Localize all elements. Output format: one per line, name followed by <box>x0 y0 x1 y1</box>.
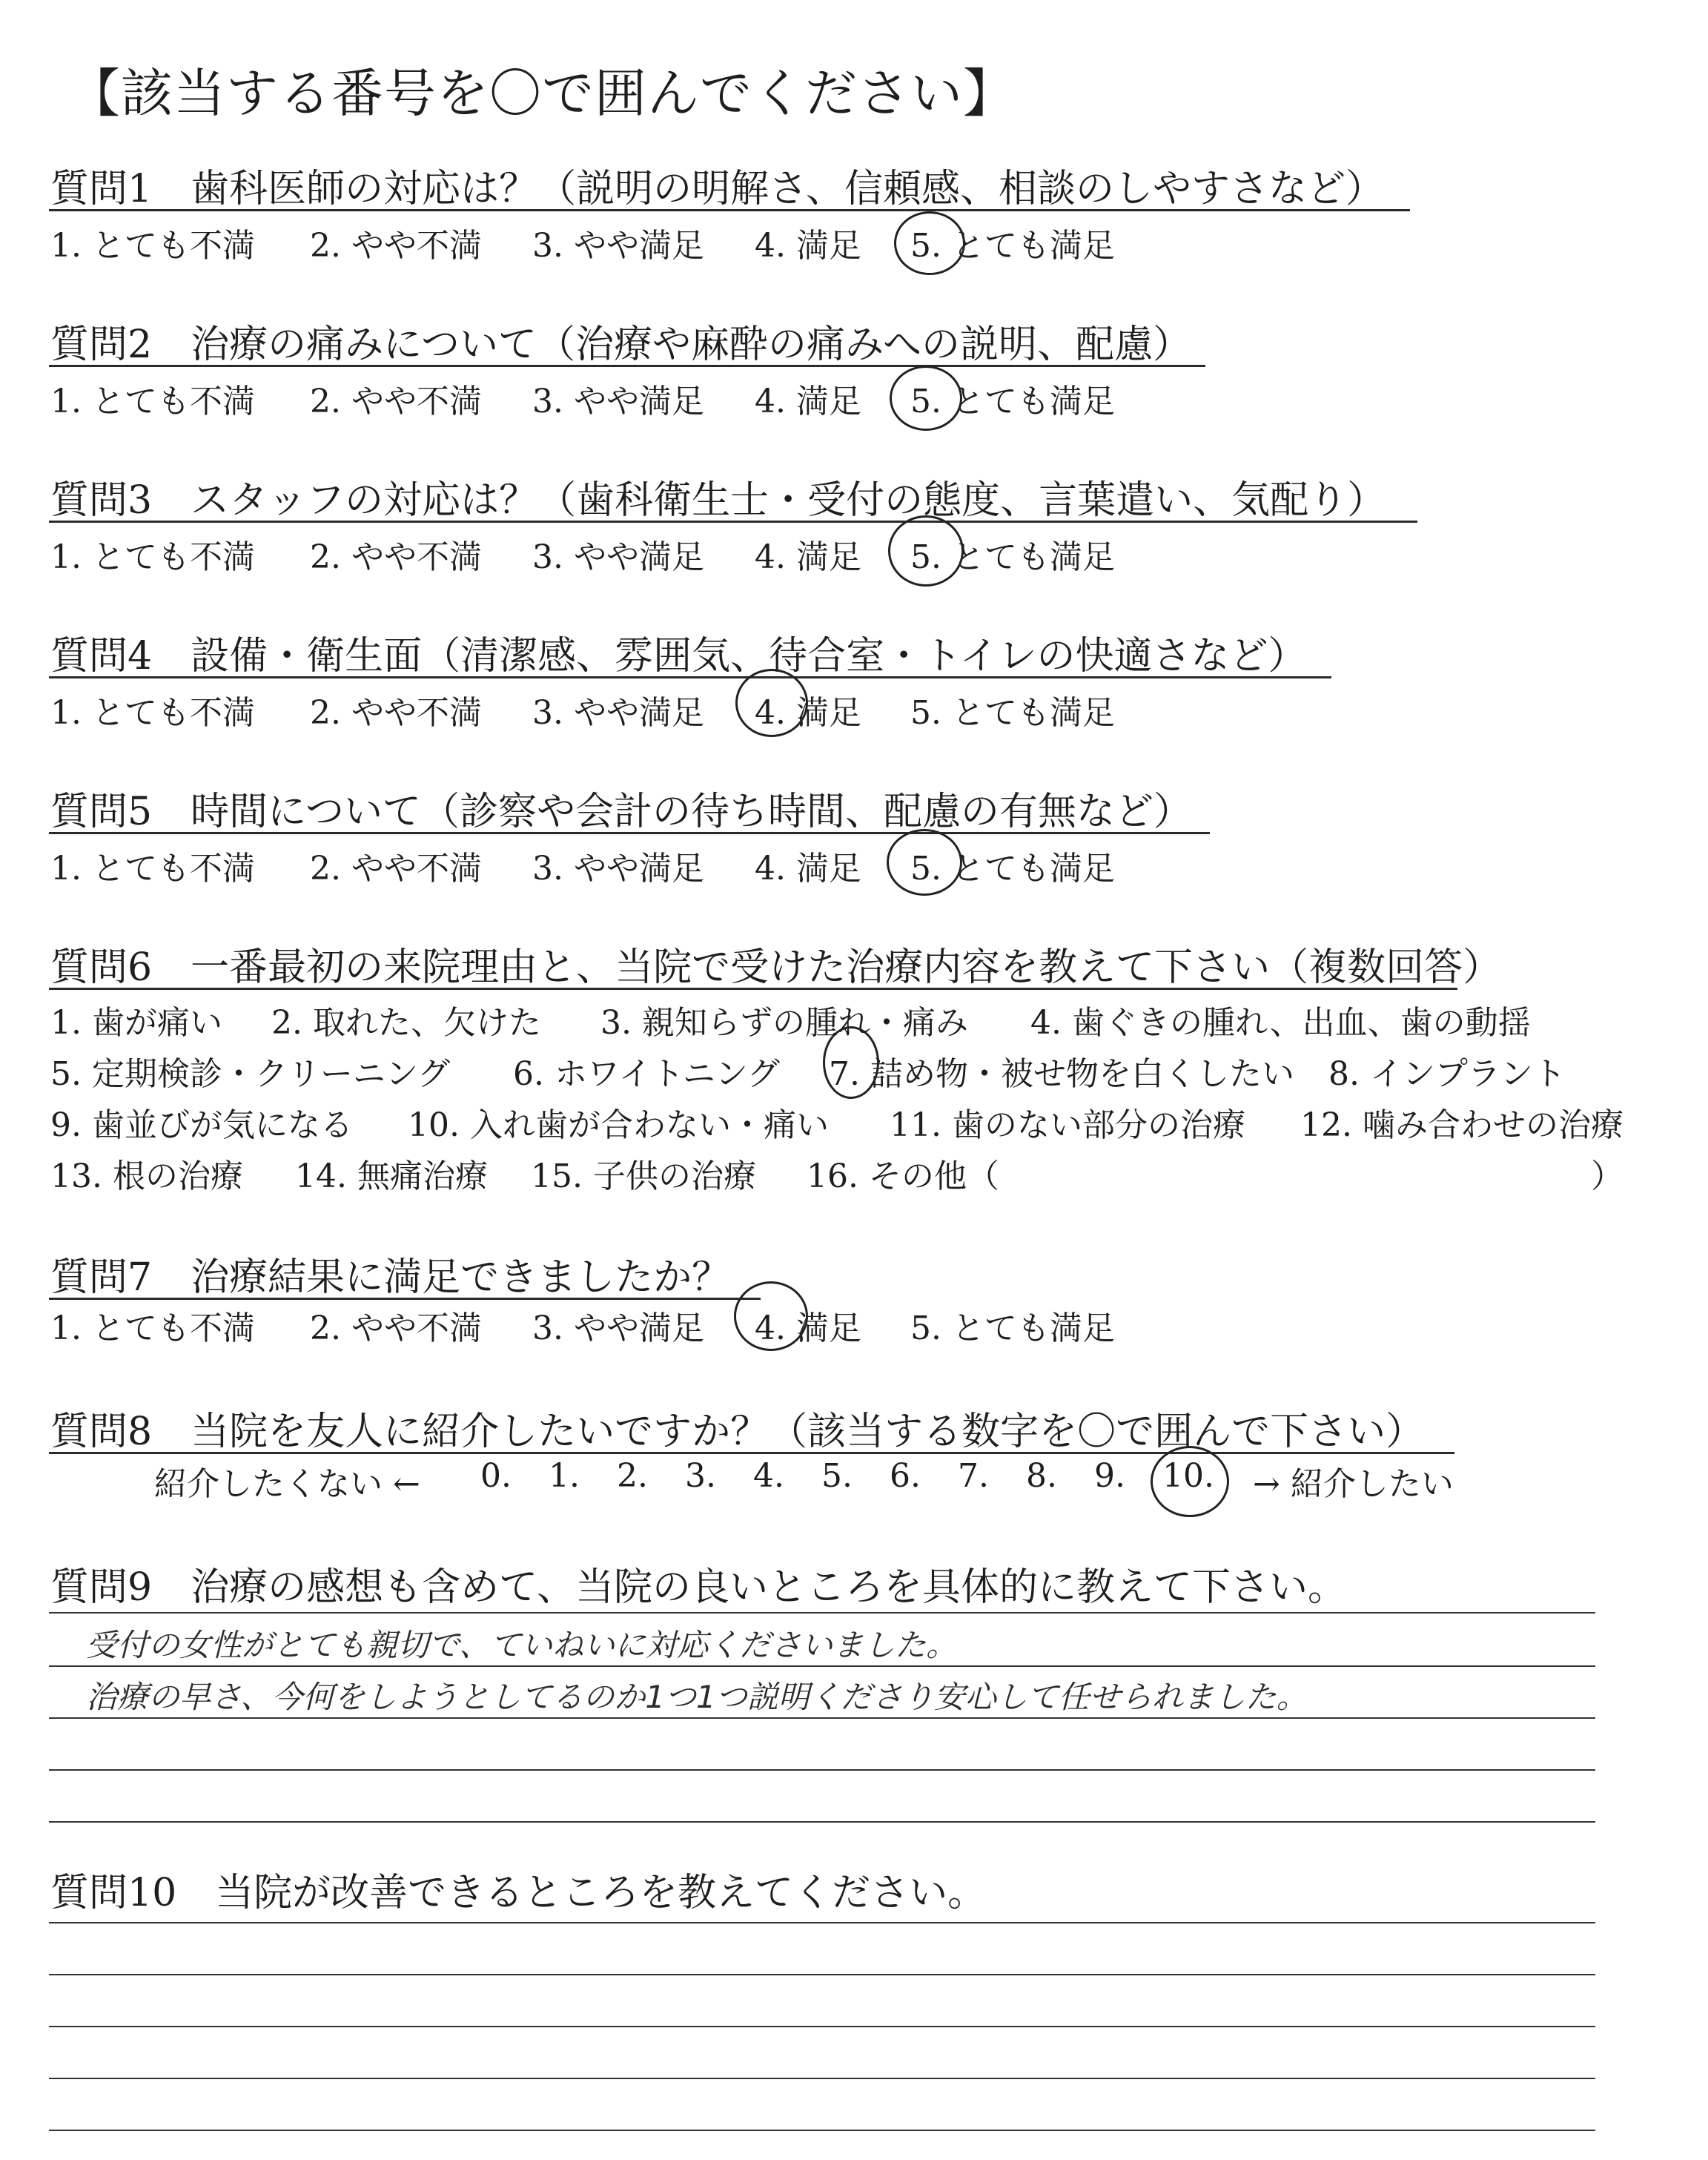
question-1-title: 質問1 歯科医師の対応は？（説明の明解さ、信頼感、相談のしやすさなど） <box>50 167 1385 211</box>
q8-option-6[interactable]: 6. <box>890 1457 921 1495</box>
q1-option-5[interactable]: 5. とても満足 <box>910 227 1115 265</box>
q8-option-0[interactable]: 0. <box>480 1457 512 1495</box>
q2-option-4[interactable]: 4. 満足 <box>755 383 861 420</box>
q6-option-3[interactable]: 3. 親知らずの腫れ・痛み <box>600 1004 968 1042</box>
question-7-title: 質問7 治療結果に満足できましたか？ <box>50 1255 731 1300</box>
q1-selected-circle <box>894 211 965 275</box>
q6-option-8[interactable]: 8. インプラント <box>1328 1055 1566 1093</box>
q3-option-3[interactable]: 3. やや満足 <box>532 538 704 576</box>
q6-option-10[interactable]: 10. 入れ歯が合わない・痛い <box>408 1106 829 1144</box>
q6-selected-circle <box>823 1026 879 1099</box>
q6-option-14[interactable]: 14. 無痛治療 <box>295 1157 488 1195</box>
q4-selected-circle <box>735 669 808 737</box>
q2-option-5[interactable]: 5. とても満足 <box>910 383 1115 420</box>
question-7-underline <box>49 1298 761 1300</box>
q3-option-1[interactable]: 1. とても不満 <box>50 538 255 576</box>
q3-option-2[interactable]: 2. やや不満 <box>310 538 482 576</box>
q8-option-10[interactable]: 10. <box>1162 1457 1214 1495</box>
q10-answer-line-4 <box>49 2078 1595 2079</box>
instruction-header: 【該当する番号を〇で囲んでください】 <box>68 63 1016 124</box>
question-8-title: 質問8 当院を友人に紹介したいですか？（該当する数字を〇で囲んで下さい） <box>50 1410 1425 1454</box>
q1-option-2[interactable]: 2. やや不満 <box>310 227 482 265</box>
q6-option-6[interactable]: 6. ホワイトニング <box>513 1055 781 1093</box>
q8-option-3[interactable]: 3. <box>685 1457 716 1495</box>
q6-other-close-paren: ） <box>1591 1157 1623 1195</box>
q9-answer-line-3 <box>49 1717 1595 1719</box>
q9-answer-line-1 <box>49 1612 1595 1614</box>
question-4-underline <box>49 676 1331 678</box>
q10-answer-line-1 <box>49 1922 1595 1923</box>
q6-option-4[interactable]: 4. 歯ぐきの腫れ、出血、歯の動揺 <box>1030 1004 1531 1042</box>
q5-option-2[interactable]: 2. やや不満 <box>310 850 482 888</box>
q10-answer-line-2 <box>49 1974 1595 1975</box>
q8-option-7[interactable]: 7. <box>958 1457 989 1495</box>
q6-option-13[interactable]: 13. 根の治療 <box>50 1157 243 1195</box>
question-9-title: 質問9 治療の感想も含めて、当院の良いところを具体的に教えて下さい。 <box>50 1565 1347 1610</box>
q10-answer-line-3 <box>49 2026 1595 2027</box>
q6-option-2[interactable]: 2. 取れた、欠けた <box>271 1004 541 1042</box>
q6-option-16[interactable]: 16. その他（ <box>807 1157 999 1195</box>
q6-option-1[interactable]: 1. 歯が痛い <box>50 1004 222 1042</box>
q3-selected-circle <box>888 515 964 587</box>
q4-option-4[interactable]: 4. 満足 <box>755 694 861 732</box>
q10-answer-line-5 <box>49 2130 1595 2131</box>
q6-option-9[interactable]: 9. 歯並びが気になる <box>50 1106 353 1144</box>
question-6-title: 質問6 一番最初の来院理由と、当院で受けた治療内容を教えて下さい（複数回答） <box>50 945 1502 990</box>
q8-selected-circle <box>1151 1446 1229 1517</box>
q5-option-5[interactable]: 5. とても満足 <box>910 850 1115 888</box>
q1-option-4[interactable]: 4. 満足 <box>755 227 861 265</box>
q1-option-3[interactable]: 3. やや満足 <box>532 227 704 265</box>
q6-option-5[interactable]: 5. 定期検診・クリーニング <box>50 1055 451 1093</box>
q4-option-3[interactable]: 3. やや満足 <box>532 694 704 732</box>
q8-option-8[interactable]: 8. <box>1026 1457 1057 1495</box>
q9-handwritten-answer-1[interactable]: 受付の女性がとても親切で、ていねいに対応くださいました。 <box>86 1627 958 1663</box>
q6-option-15[interactable]: 15. 子供の治療 <box>531 1157 756 1195</box>
question-5-title: 質問5 時間について（診察や会計の待ち時間、配慮の有無など） <box>50 790 1193 834</box>
question-2-underline <box>49 365 1205 367</box>
q8-option-1[interactable]: 1. <box>549 1457 580 1495</box>
q8-option-9[interactable]: 9. <box>1094 1457 1125 1495</box>
q7-option-3[interactable]: 3. やや満足 <box>532 1309 704 1347</box>
q8-option-4[interactable]: 4. <box>753 1457 784 1495</box>
question-6-underline <box>49 988 1457 990</box>
q7-option-1[interactable]: 1. とても不満 <box>50 1309 255 1347</box>
q9-answer-line-2 <box>49 1665 1595 1667</box>
q6-option-7[interactable]: 7. 詰め物・被せ物を白くしたい <box>829 1055 1294 1093</box>
q5-option-4[interactable]: 4. 満足 <box>755 850 861 888</box>
q4-option-1[interactable]: 1. とても不満 <box>50 694 255 732</box>
q2-option-3[interactable]: 3. やや満足 <box>532 383 704 420</box>
q8-option-5[interactable]: 5. <box>821 1457 853 1495</box>
question-2-title: 質問2 治療の痛みについて（治療や麻酔の痛みへの説明、配慮） <box>50 323 1192 367</box>
question-5-underline <box>49 832 1210 834</box>
q9-answer-line-5 <box>49 1821 1595 1823</box>
q4-option-2[interactable]: 2. やや不満 <box>310 694 482 732</box>
q3-option-5[interactable]: 5. とても満足 <box>910 538 1115 576</box>
q2-selected-circle <box>890 366 962 431</box>
q5-option-3[interactable]: 3. やや満足 <box>532 850 704 888</box>
q2-option-2[interactable]: 2. やや不満 <box>310 383 482 420</box>
q3-option-4[interactable]: 4. 満足 <box>755 538 861 576</box>
question-3-underline <box>49 521 1417 523</box>
q4-option-5[interactable]: 5. とても満足 <box>910 694 1115 732</box>
q7-selected-circle <box>734 1281 808 1351</box>
q8-left-label: 紹介したくない ← <box>154 1465 420 1503</box>
q8-option-2[interactable]: 2. <box>617 1457 648 1495</box>
q9-answer-line-4 <box>49 1769 1595 1771</box>
question-8-underline <box>49 1452 1454 1454</box>
question-1-underline <box>49 209 1410 211</box>
question-3-title: 質問3 スタッフの対応は？（歯科衛生士・受付の態度、言葉遣い、気配り） <box>50 478 1386 523</box>
q8-right-label: → 紹介したい <box>1253 1465 1454 1503</box>
q6-option-12[interactable]: 12. 噛み合わせの治療 <box>1300 1106 1623 1144</box>
q7-option-5[interactable]: 5. とても満足 <box>910 1309 1115 1347</box>
q2-option-1[interactable]: 1. とても不満 <box>50 383 255 420</box>
question-10-title: 質問10 当院が改善できるところを教えてください。 <box>50 1871 987 1915</box>
q5-option-1[interactable]: 1. とても不満 <box>50 850 255 888</box>
q9-handwritten-answer-2[interactable]: 治療の早さ、今何をしようとしてるのか1つ1つ説明くださり安心して任せられました。 <box>86 1679 1308 1715</box>
q7-option-2[interactable]: 2. やや不満 <box>310 1309 482 1347</box>
q1-option-1[interactable]: 1. とても不満 <box>50 227 255 265</box>
question-4-title: 質問4 設備・衛生面（清潔感、雰囲気、待合室・トイレの快適さなど） <box>50 634 1307 678</box>
q7-option-4[interactable]: 4. 満足 <box>755 1309 861 1347</box>
q6-option-11[interactable]: 11. 歯のない部分の治療 <box>890 1106 1245 1144</box>
q5-selected-circle <box>887 829 962 896</box>
